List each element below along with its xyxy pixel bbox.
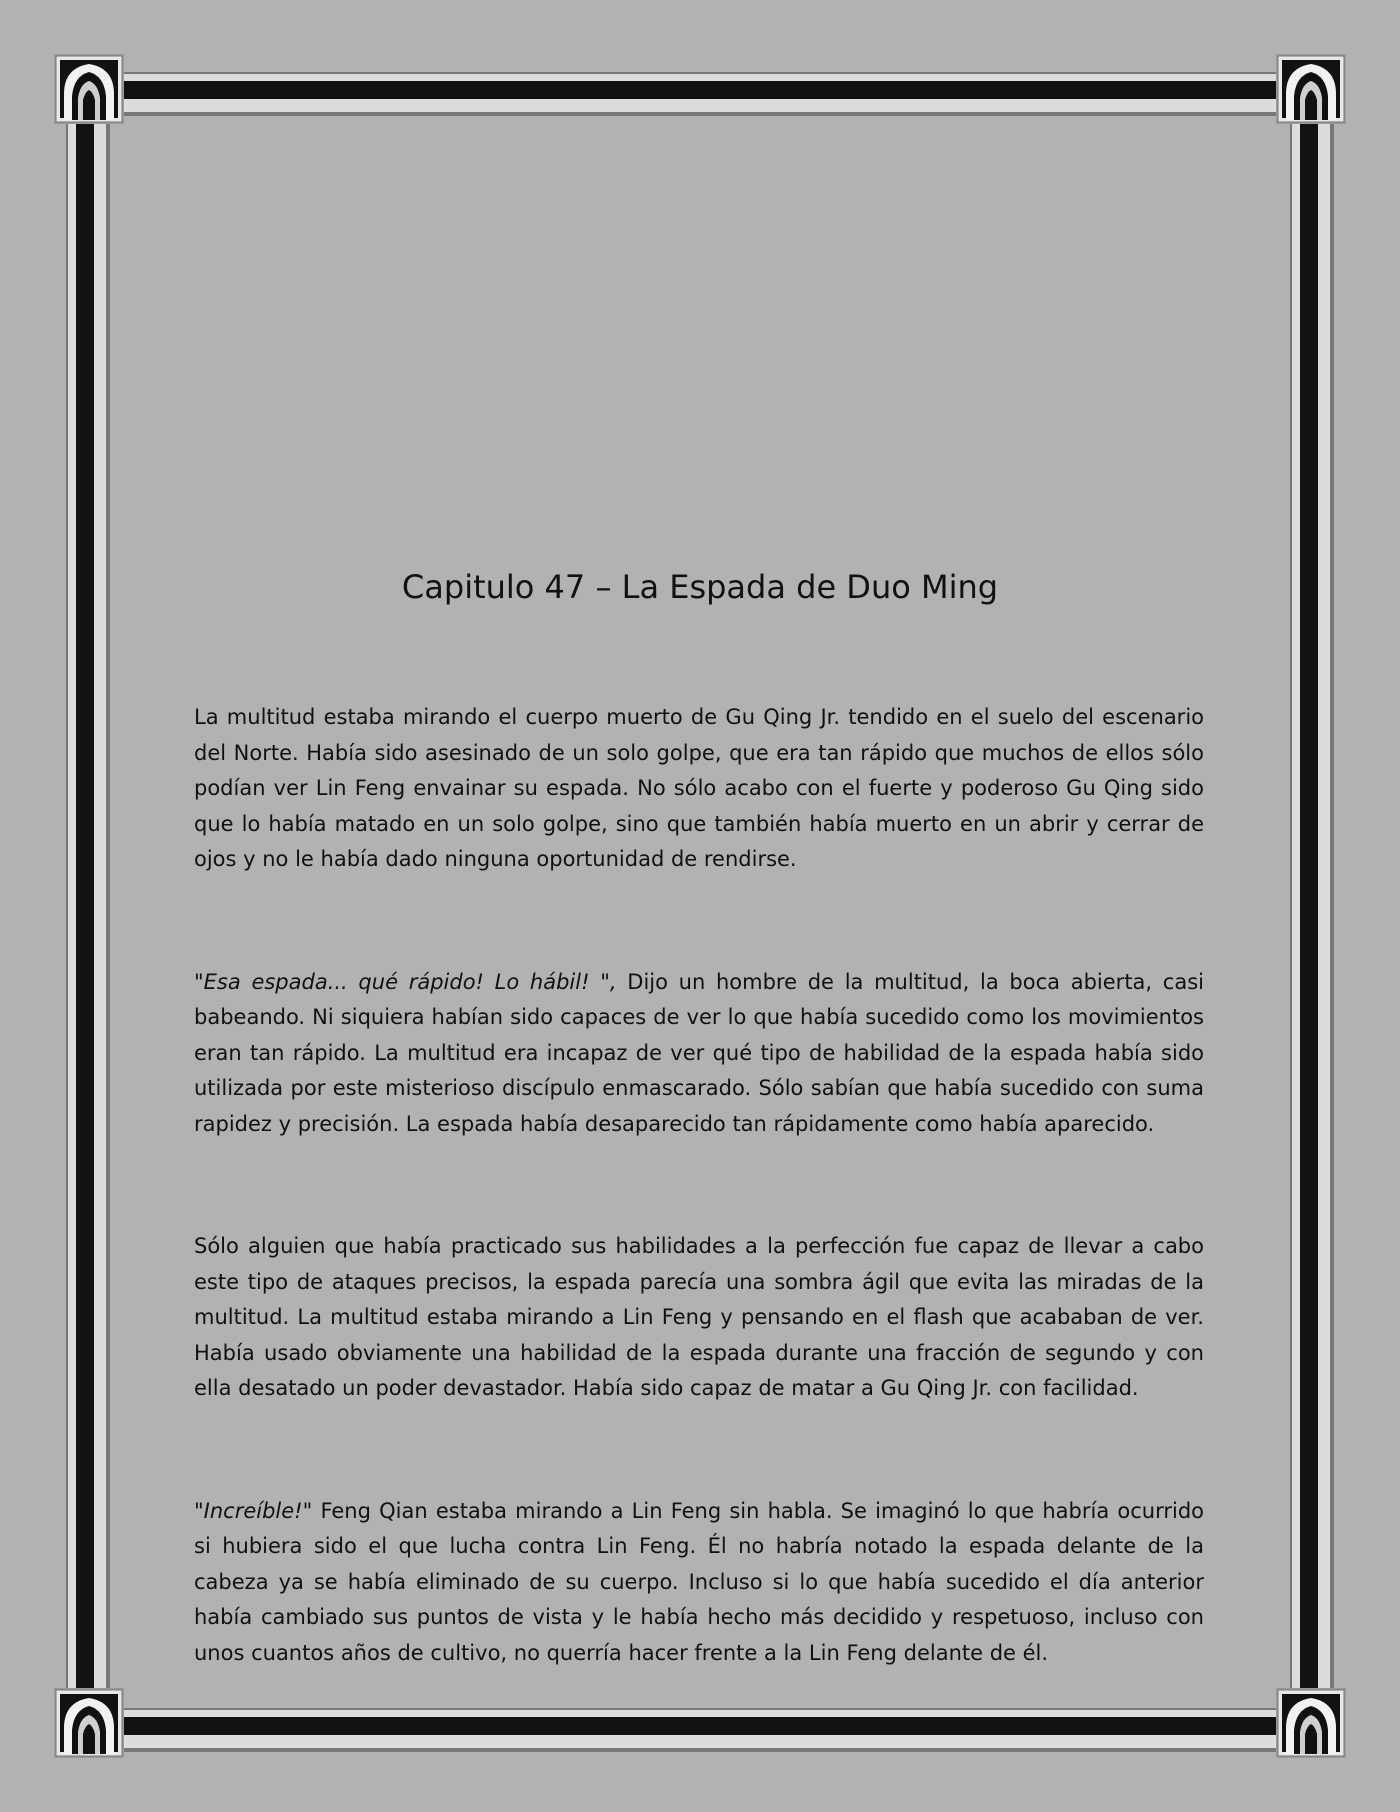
corner-ornament-icon	[1276, 1688, 1346, 1758]
paragraph	[194, 1494, 1204, 1672]
paragraph	[194, 700, 1204, 878]
paragraph-lead: "Esa espada... qué rápido! Lo hábil! ",	[194, 969, 617, 994]
paragraph-text: La multitud estaba mirando el cuerpo muerto de Gu Qing Jr. tendido en el suelo del escenario del Norte. Había sido asesinado de un solo golpe, que era tan rápido que muchos de ellos sólo podían ver Lin Feng envainar su espada. No sólo acabo con el fuerte y poderoso Gu Qing sido que lo había matado en un solo golpe, sino que también había muerto en un abrir y cerrar de ojos y no le había dado ninguna oportunidad de rendirse.	[194, 705, 1204, 871]
chapter-body	[194, 700, 1204, 1758]
frame-left-border	[66, 110, 110, 1702]
paragraph-text: Feng Qian estaba mirando a Lin Feng sin habla. Se imaginó lo que habría ocurrido si hubiera sido el que lucha contra Lin Feng. Él no habría notado la espada delante de la cabeza ya se había eliminado de su cuerpo. Incluso si lo que había sucedido el día anterior había cambiado sus puntos de vista y le había hecho más decidido y respetuoso, incluso con unos cuantos años de cultivo, no querría hacer frente a la Lin Feng delante de él.	[194, 1498, 1204, 1665]
corner-ornament-icon	[1276, 54, 1346, 124]
corner-ornament-icon	[54, 1688, 124, 1758]
paragraph-text: Dijo un hombre de la multitud, la boca abierta, casi babeando. Ni siquiera habían sido capaces de ver lo que había sucedido como los movimientos eran tan rápido. La multitud era incapaz de ver qué tipo de habilidad de la espada había sido utilizada por este misterioso discípulo enmascarado. Sólo sabían que había sucedido con suma rapidez y precisión. La espada había desaparecido tan rápidamente como había aparecido.	[194, 969, 1204, 1136]
corner-ornament-icon	[54, 54, 124, 124]
paragraph	[194, 965, 1204, 1143]
paragraph	[194, 1229, 1204, 1407]
paragraph-lead: "Increíble!"	[194, 1498, 313, 1523]
paragraph-text: Sólo alguien que había practicado sus habilidades a la perfección fue capaz de llevar a cabo este tipo de ataques precisos, la espada parecía una sombra ágil que evita las miradas de la multitud. La multitud estaba mirando a Lin Feng y pensando en el flash que acababan de ver. Había usado obviamente una habilidad de la espada durante una fracción de segundo y con ella desatado un poder devastador. Había sido capaz de matar a Gu Qing Jr. con facilidad.	[194, 1234, 1204, 1400]
frame-top-border	[110, 72, 1278, 116]
frame-right-border	[1290, 110, 1334, 1702]
chapter-title: Capitulo 47 – La Espada de Duo Ming	[401, 568, 999, 606]
